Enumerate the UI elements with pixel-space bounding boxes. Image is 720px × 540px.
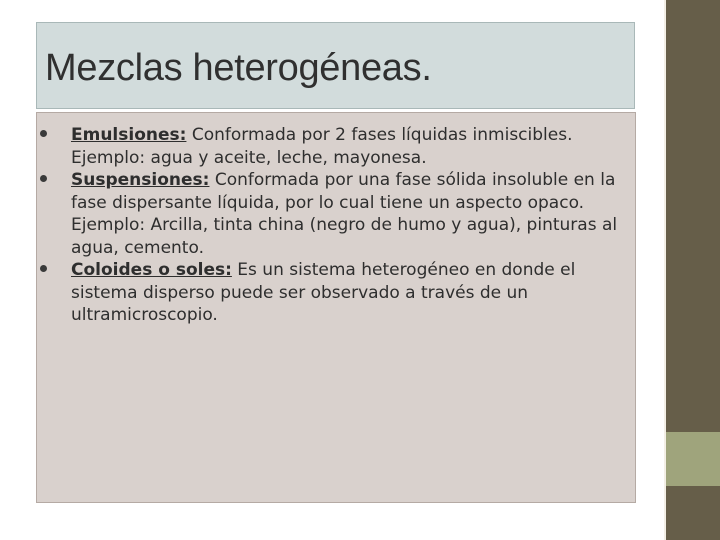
bullet-dot-icon	[40, 175, 47, 182]
bullet-item-coloides	[37, 259, 637, 327]
bullet-term: Coloides o soles:	[71, 260, 232, 280]
bullet-term: Suspensiones:	[71, 170, 210, 190]
bullet-text: Conformada por una fase sólida insoluble en la fase dispersante líquida, por lo cual tiene un aspecto opaco. Ejemplo: Arcilla, tinta china (negro de humo y agua), pinturas al agua, cemento.	[71, 170, 618, 258]
slide-title: Mezclas heterogéneas.	[45, 47, 432, 89]
bullet-list	[37, 124, 637, 327]
content-box	[36, 112, 636, 503]
bullet-item-emulsiones	[37, 124, 637, 169]
bullet-text: Es un sistema heterogéneo en donde el sistema disperso puede ser observado a través de un ultramicroscopio.	[71, 260, 576, 325]
bullet-dot-icon	[40, 265, 47, 272]
title-box	[36, 22, 635, 109]
bullet-term: Emulsiones:	[71, 125, 187, 145]
side-accent-block	[666, 432, 720, 486]
bullet-text: Conformada por 2 fases líquidas inmiscibles. Ejemplo: agua y aceite, leche, mayonesa.	[71, 125, 573, 168]
bullet-dot-icon	[40, 130, 47, 137]
bullet-item-suspensiones	[37, 169, 637, 259]
